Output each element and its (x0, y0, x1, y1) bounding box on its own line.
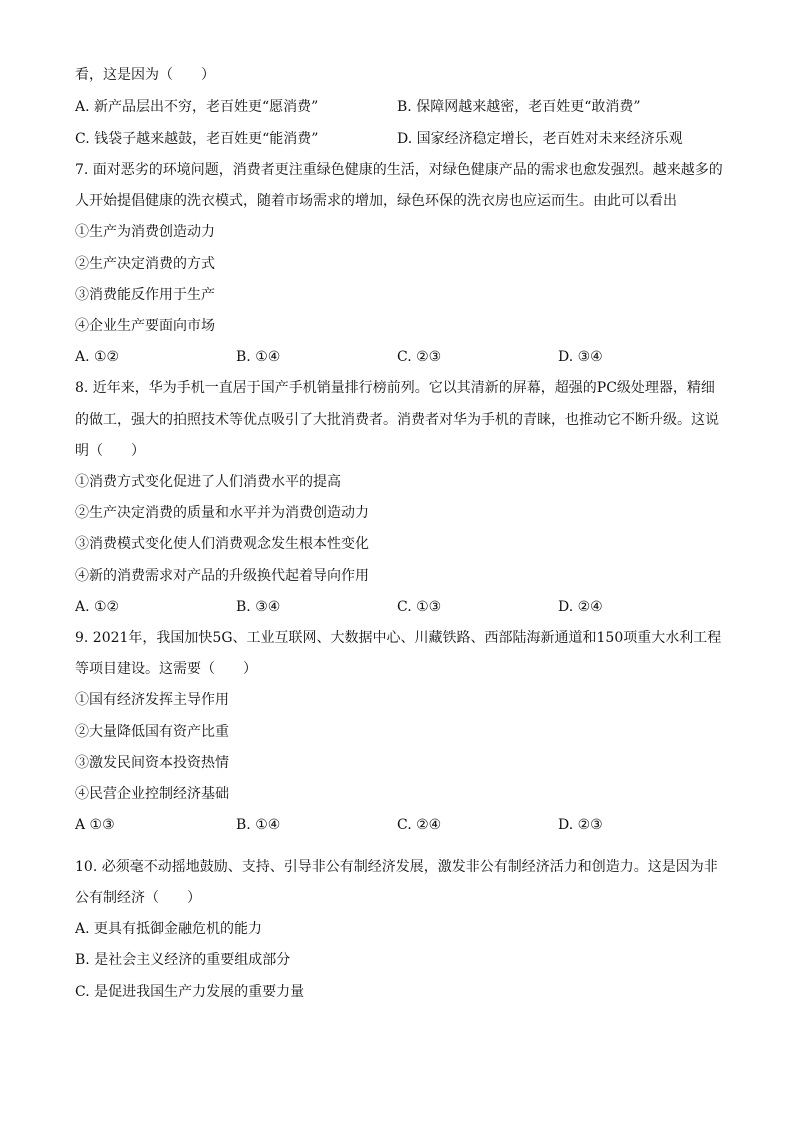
q8-stem-line3: 明（ ） (75, 443, 145, 459)
q9-stem-line2: 等项目建设。这需要（ ） (75, 661, 257, 677)
q8-stem-line2: 的做工，强大的拍照技术等优点吸引了大批消费者。消费者对华为手机的青睐，也推动它不断升级。这说 (75, 412, 719, 428)
q8-option-d: D. ②④ (558, 599, 603, 615)
q7-item-2: ②生产决定消费的方式 (75, 256, 215, 272)
q9-item-1: ①国有经济发挥主导作用 (75, 692, 229, 708)
q7-option-a: A. ①② (75, 349, 120, 365)
q8-item-3: ③消费模式变化使人们消费观念发生根本性变化 (75, 536, 369, 552)
q8-item-4: ④新的消费需求对产品的升级换代起着导向作用 (75, 568, 369, 584)
q9-option-b: B. ①④ (236, 817, 281, 833)
q9-option-c: C. ②④ (397, 817, 442, 833)
q9-item-3: ③激发民间资本投资热情 (75, 755, 229, 771)
q9-item-2: ②大量降低国有资产比重 (75, 724, 229, 740)
q7-option-b: B. ①④ (236, 349, 281, 365)
q6-option-c: C. 钱袋子越来越鼓，老百姓更“能消费” (75, 131, 319, 147)
q9-stem-line1: 9. 2021年，我国加快5G、工业互联网、大数据中心、川藏铁路、西部陆海新通道和150项重大水利工程 (75, 630, 722, 646)
q7-stem-line2: 人开始提倡健康的洗衣模式，随着市场需求的增加，绿色环保的洗衣房也应运而生。由此可以看出 (75, 193, 677, 209)
q9-item-4: ④民营企业控制经济基础 (75, 786, 229, 802)
q6-option-b: B. 保障网越来越密，老百姓更“敢消费” (397, 99, 641, 115)
q6-stem-tail: 看，这是因为（ ） (75, 67, 215, 83)
q7-option-c: C. ②③ (397, 349, 442, 365)
q7-item-1: ①生产为消费创造动力 (75, 224, 215, 240)
q8-option-b: B. ③④ (236, 599, 281, 615)
q8-option-a: A. ①② (75, 599, 120, 615)
q10-option-b: B. 是社会主义经济的重要组成部分 (75, 952, 291, 968)
q10-stem-line1: 10. 必须毫不动摇地鼓励、支持、引导非公有制经济发展，激发非公有制经济活力和创造力。这是因为非 (75, 859, 718, 875)
q7-item-3: ③消费能反作用于生产 (75, 287, 215, 303)
q8-item-2: ②生产决定消费的质量和水平并为消费创造动力 (75, 505, 369, 521)
q6-option-d: D. 国家经济稳定增长，老百姓对未来经济乐观 (397, 131, 683, 147)
q7-stem-line1: 7. 面对恶劣的环境问题，消费者更注重绿色健康的生活，对绿色健康产品的需求也愈发强烈。越来越多的 (75, 162, 723, 178)
q6-option-a: A. 新产品层出不穷，老百姓更“愿消费” (75, 99, 319, 115)
q10-stem-line2: 公有制经济（ ） (75, 890, 201, 906)
q9-option-a: A ①③ (75, 817, 115, 833)
q7-option-d: D. ③④ (558, 349, 603, 365)
q8-stem-line1: 8. 近年来，华为手机一直居于国产手机销量排行榜前列。它以其清新的屏幕，超强的PC级处理器，精细 (75, 380, 715, 396)
q7-item-4: ④企业生产要面向市场 (75, 318, 215, 334)
q10-option-c: C. 是促进我国生产力发展的重要力量 (75, 984, 305, 1000)
q8-option-c: C. ①③ (397, 599, 442, 615)
q8-item-1: ①消费方式变化促进了人们消费水平的提高 (75, 474, 341, 490)
q10-option-a: A. 更具有抵御金融危机的能力 (75, 921, 263, 937)
q9-option-d: D. ②③ (558, 817, 603, 833)
